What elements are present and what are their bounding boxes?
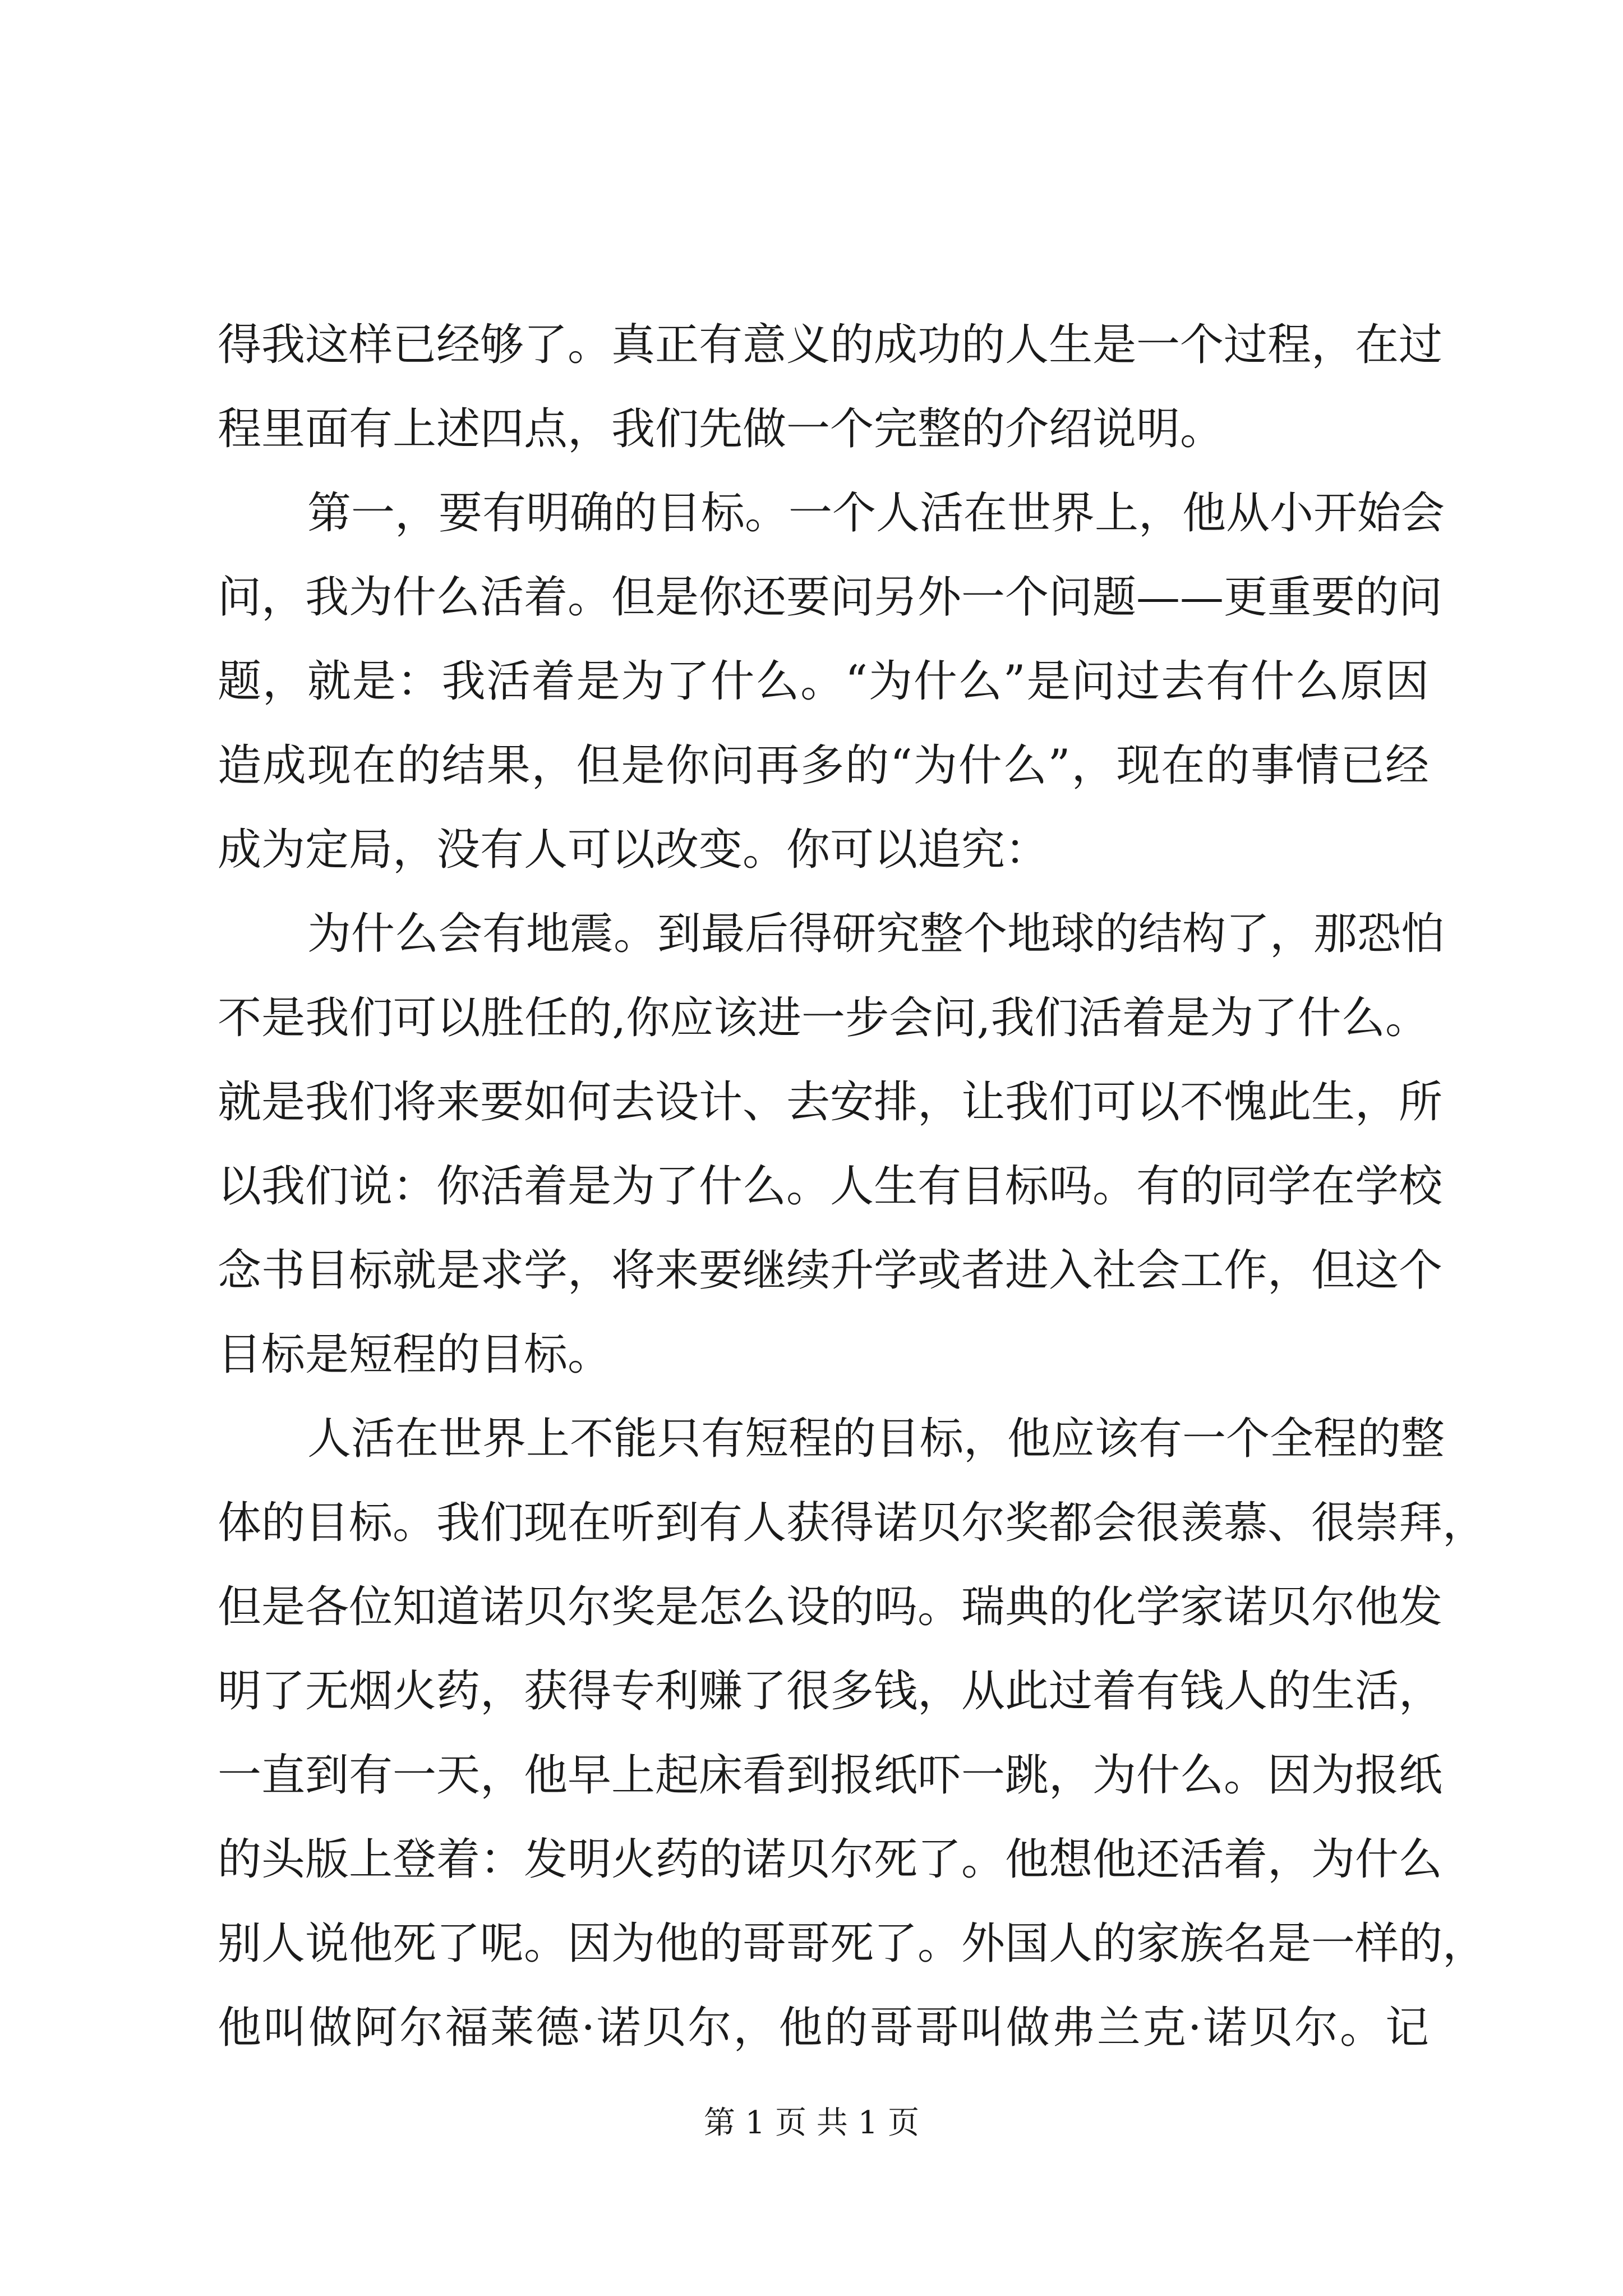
text-line: 第一，要有明确的目标。一个人活在世界上，他从小开始会: [307, 488, 1445, 539]
text-line: 得我这样已经够了。真正有意义的成功的人生是一个过程，在过: [218, 320, 1443, 370]
text-line: 不是我们可以胜任的,你应该进一步会问,我们活着是为了什么。: [218, 993, 1429, 1043]
text-line: 别人说他死了呢。因为他的哥哥死了。外国人的家族名是一样的，: [218, 1918, 1487, 1969]
text-line: 念书目标就是求学，将来要继续升学或者进入社会工作，但这个: [218, 1245, 1443, 1296]
text-line: 问，我为什么活着。但是你还要问另外一个问题——更重要的问: [218, 572, 1443, 623]
text-line: 人活在世界上不能只有短程的目标，他应该有一个全程的整: [307, 1414, 1445, 1464]
text-line: 造成现在的结果，但是你问再多的“为什么”，现在的事情已经: [218, 740, 1429, 791]
text-line: 明了无烟火药，获得专利赚了很多钱，从此过着有钱人的生活，: [218, 1666, 1443, 1717]
text-line: 成为定局，没有人可以改变。你可以追究：: [218, 825, 1049, 875]
text-line: 他叫做阿尔福莱德·诺贝尔，他的哥哥叫做弗兰克·诺贝尔。记: [218, 2003, 1429, 2053]
text-line: 为什么会有地震。到最后得研究整个地球的结构了，那恐怕: [307, 909, 1445, 959]
text-line: 但是各位知道诺贝尔奖是怎么设的吗。瑞典的化学家诺贝尔他发: [218, 1582, 1443, 1632]
text-line: 以我们说：你活着是为了什么。人生有目标吗。有的同学在学校: [218, 1161, 1443, 1212]
text-line: 程里面有上述四点，我们先做一个完整的介绍说明。: [218, 404, 1224, 454]
text-line: 一直到有一天，他早上起床看到报纸吓一跳，为什么。因为报纸: [218, 1750, 1443, 1801]
text-line: 题，就是：我活着是为了什么。“为什么”是问过去有什么原因: [218, 656, 1429, 707]
text-line: 的头版上登着：发明火药的诺贝尔死了。他想他还活着，为什么: [218, 1834, 1443, 1885]
text-line: 体的目标。我们现在听到有人获得诺贝尔奖都会很羡慕、很崇拜，: [218, 1498, 1487, 1548]
text-line: 就是我们将来要如何去设计、去安排，让我们可以不愧此生，所: [218, 1077, 1443, 1128]
text-line: 目标是短程的目标。: [218, 1329, 612, 1380]
page-number-footer: 第 1 页 共 1 页: [703, 2105, 920, 2141]
